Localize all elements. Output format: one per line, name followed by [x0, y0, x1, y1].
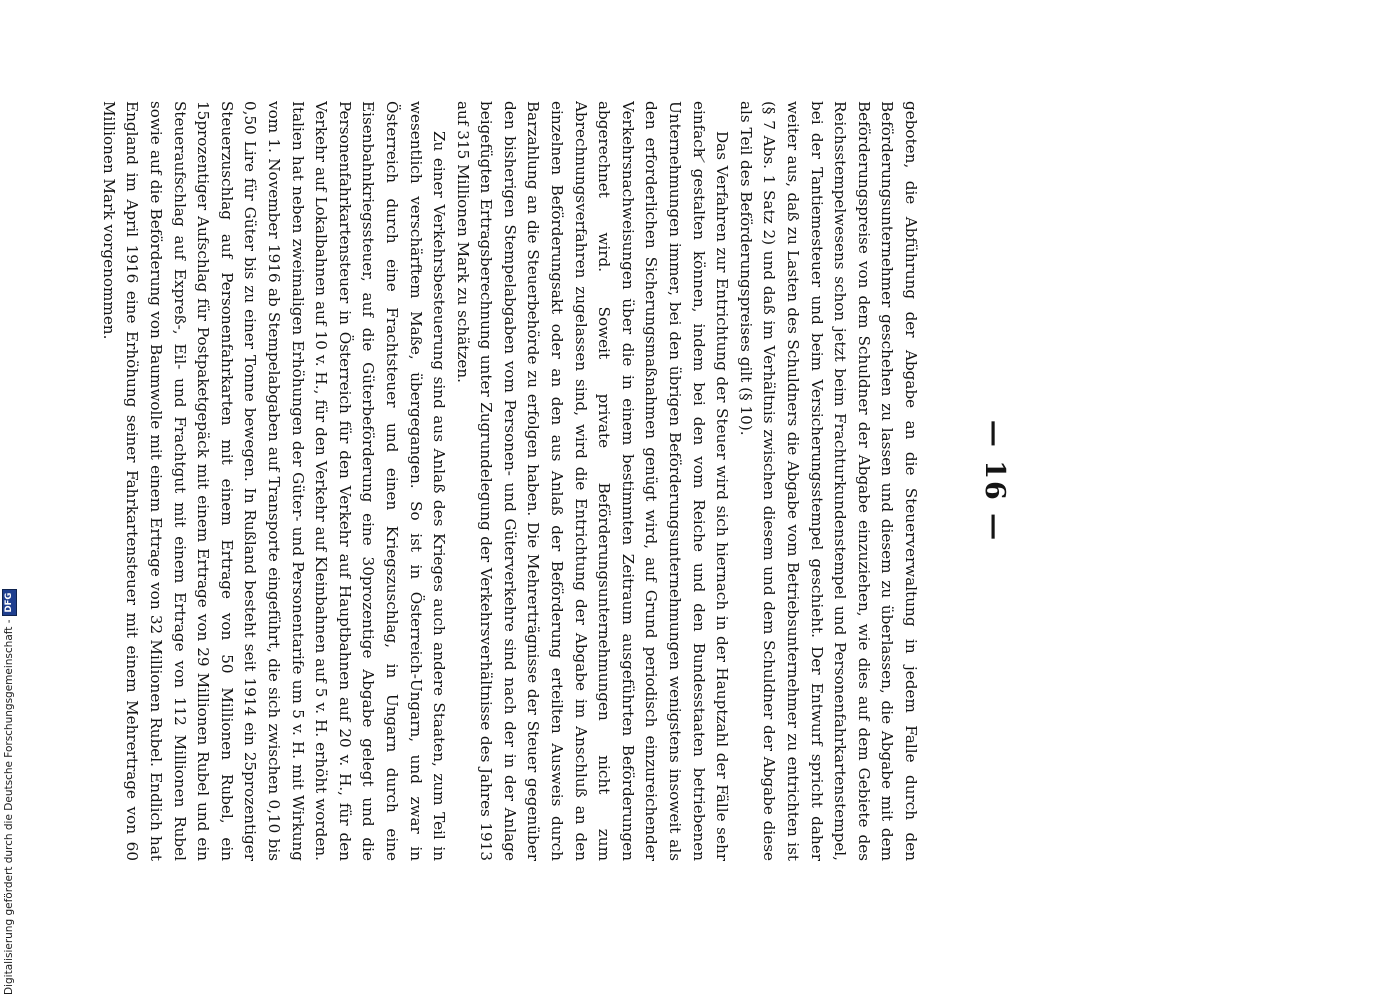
body-text — [62, 101, 922, 861]
paragraph-3: Zu einer Verkehrsbesteuerung sind aus Anlaß des Krieges auch andere Staaten, zum Teil in wesentlich verschärftem Maße, übergegangen. So ist in Österreich-Ungarn, und zwar in Österreich durch eine Frachtsteuer und einen Kriegszuschlag, in Ungarn durch eine Eisenbahnkriegssteuer, auf die Güterbeförderung eine 30prozentige Abgabe gelegt und die Personenfahrkartensteuer in Österreich für den Verkehr auf Hauptbahnen auf 20 v. H., für den Verkehr auf Lokalbahnen auf 10 v. H., für den Verkehr auf Kleinbahnen auf 5 v. H. erhöht worden. Italien hat neben zweimaligen Erhöhungen der Güter- und Personentarife um 5 v. H. mit Wirkung vom 1. November 1916 ab Stempelabgaben auf Transporte eingeführt, die sich zwischen 0,10 bis 0,50 Lire für Güter bis zu einer Tonne bewegen. In Rußland besteht seit 1914 ein 25prozentiger Steuerzuschlag auf Personenfahrkarten mit einem Ertrage von 50 Millionen Rubel, ein 15prozentiger Aufschlag für Postpaketgepäck mit einem Ertrage von 29 Millionen Rubel und ein Steueraufschlag auf Expreß-, Eil- und Frachtgut mit einem Ertrage von 112 Millionen Rubel sowie auf die Beförderung von Baumwolle mit einem Ertrage von 32 Millionen Rubel. Endlich hat England im April 1916 eine Erhöhung seiner Fahrkartensteuer mit einem Mehrertrage von 60 Millionen Mark vorgenommen. — [99, 101, 449, 861]
digitization-credit-text: Digitalisierung gefördert durch die Deutsche Forschungsgemeinschaft - — [3, 619, 15, 995]
paragraph-1: geboten, die Abführung der Abgabe an die Steuerverwaltung in jedem Falle durch den Beförderungsunternehmer geschehen zu lassen und diesem zu überlassen, die Abgabe mit dem Beförderungspreise von dem Schuldner der Abgabe einzuziehen, wie dies auf dem Gebiete des Reichsstempelwesens schon jetzt beim Frachturkundenstempel und Personenfahrkartenstempel, bei der Tantiemesteuer und beim Versicherungsstempel geschieht. Der Entwurf spricht daher weiter aus, daß zu Lasten des Schuldners die Abgabe vom Betriebsunternehmer zu entrichten ist (§ 7 Abs. 1 Satz 2) und daß im Verhältnis zwischen diesem und dem Schuldner der Abgabe diese als Teil des Beförderungspreises gilt (§ 10). — [736, 101, 920, 861]
page-number: — 16 — — [979, 419, 1010, 543]
dfg-logo-icon: DFG — [2, 589, 17, 617]
rotated-page-content — [62, 101, 1022, 861]
paragraph-2: Das Verfahren zur Entrichtung der Steuer wird sich hiernach in der Hauptzahl der Fälle sehr einfach gestalten können, indem bei den vom Reiche und den Bundesstaaten betriebenen Unternehmungen immer, bei den übrigen Beförderungsunternehmungen wenigstens insoweit als den erforderlichen Sicherungsmaßnahmen genügt wird, auf Grund periodisch einzureichender Verkehrsnachweisungen über die in einem bestimmten Zeitraum ausgeführten Beförderungen abgerechnet wird. Soweit private Beförderungsunternehmungen nicht zum Abrechnungsverfahren zugelassen sind, wird die Entrichtung der Abgabe im Anschluß an den einzelnen Beförderungsakt oder an den aus Anlaß der Beförderung erteilten Ausweis durch Barzahlung an die Steuerbehörde zu erfolgen haben. Die Mehrerträgnisse der Steuer gegenüber den bisherigen Stempelabgaben vom Personen- und Güterverkehre sind nach der in der Anlage beigefügten Ertragsberechnung unter Zugrundelegung der Verkehrsverhältnisse des Jahres 1913 auf 315 Millionen Mark zu schätzen. — [453, 101, 732, 861]
digitization-credit — [1, 592, 17, 995]
